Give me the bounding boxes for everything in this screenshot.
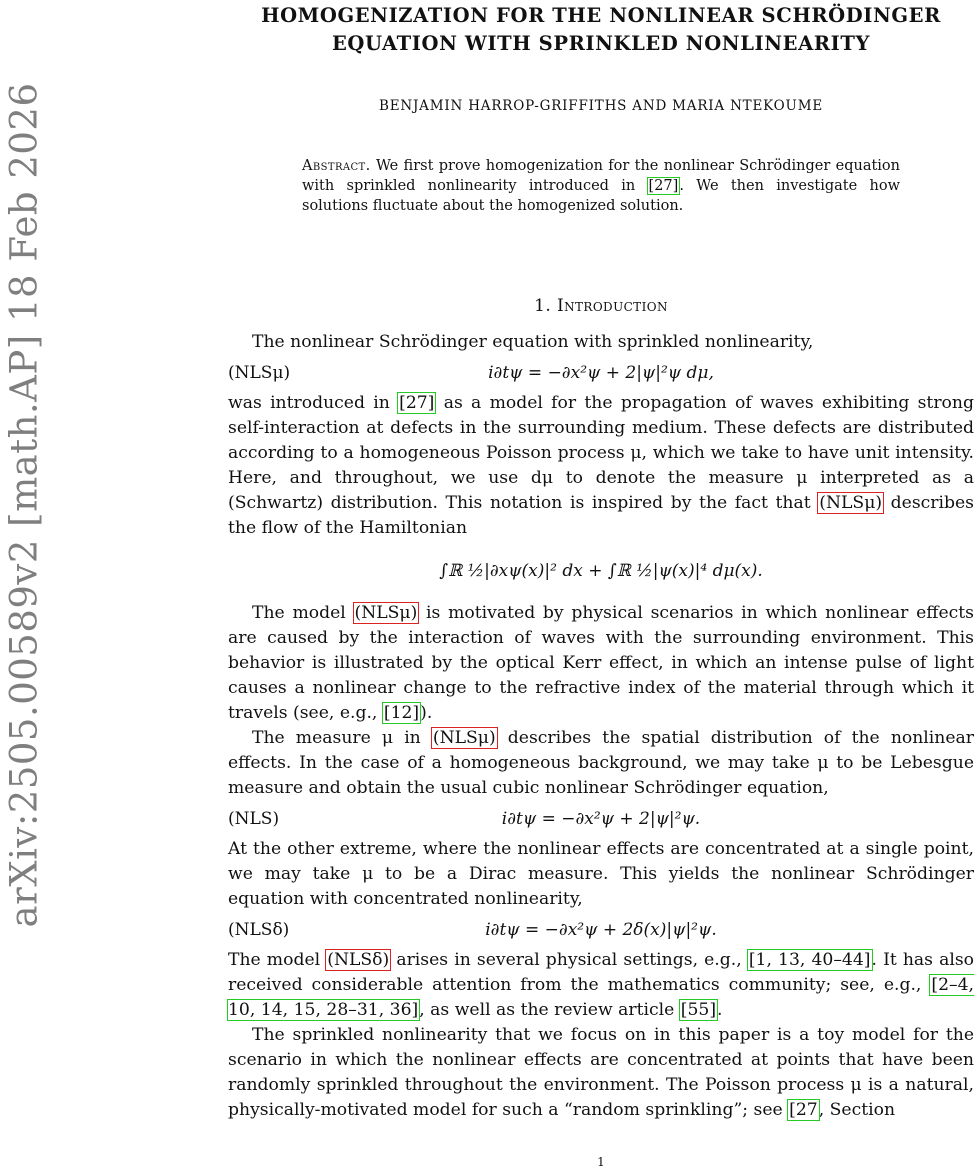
section-name: Introduction [556, 296, 668, 316]
paragraph-3 [228, 601, 974, 726]
text: , as well as the review article [419, 1000, 680, 1020]
paragraph-5: At the other extreme, where the nonlinear effects are concentrated at a single point, we may take μ to be a Dirac measure. This yields the nonlinear Schrödinger equation with concentrated nonlinearity, [228, 839, 974, 909]
body-text [228, 330, 974, 1123]
text: The model [252, 603, 354, 623]
citation-link[interactable]: [27 [789, 1100, 818, 1120]
text: is motivated by physical scenarios in which nonlinear effects are caused by the interaction of waves with the surrounding environment. This behavior is illustrated by the optical Kerr effect, in which an intense pulse of light causes a nonlinear change to the refractive index of the material through which it travels (see, e.g., [228, 603, 974, 723]
authors: BENJAMIN HARROP-GRIFFITHS AND MARIA NTEKOUME [378, 98, 823, 114]
arxiv-identifier: arXiv:2505.00589v2 [math.AP] 18 Feb 2026 [2, 82, 46, 928]
section-number: 1. [534, 296, 552, 316]
paragraph-7 [228, 1023, 974, 1123]
text: arises in several physical settings, e.g., [390, 950, 748, 970]
paragraph-4 [228, 726, 974, 801]
citation-link[interactable]: [12] [383, 703, 420, 723]
text: was introduced in [228, 393, 399, 413]
text: as a model for the propagation of waves exhibiting strong self-interaction at defects in the surrounding medium. These defects are distributed according to a homogeneous Poisson process μ, which we take to have unit intensity. Here, and throughout, we use dμ to denote the measure μ interpreted as a (Schwartz) distribution. This notation is inspired by the fact that [228, 393, 974, 513]
equation-nls-delta [228, 912, 974, 948]
text: . It has also received considerable attention from the mathematics community; see, e.g., [228, 950, 974, 995]
equation-tag: (NLSδ) [228, 920, 290, 940]
equation-body: i∂tψ = −∂x²ψ + 2δ(x)|ψ|²ψ. [485, 920, 717, 940]
hamiltonian-equation: ∫ℝ ½|∂xψ(x)|² dx + ∫ℝ ½|ψ(x)|⁴ dμ(x). [439, 561, 763, 581]
paper-title [228, 2, 974, 58]
equation-nls-mu [228, 355, 974, 391]
paper-page [228, 0, 974, 1123]
paragraph-6 [228, 948, 974, 1023]
citation-link[interactable]: [2–4, 10, 14, 15, 28–31, 36] [228, 975, 974, 1020]
arxiv-sidebar [0, 0, 48, 1170]
text: ). [420, 703, 433, 723]
equation-link[interactable]: (NLSδ) [327, 950, 390, 970]
paragraph-2 [228, 391, 974, 541]
title-line-1: HOMOGENIZATION FOR THE NONLINEAR SCHRÖDINGER [261, 4, 941, 27]
paragraph-1: The nonlinear Schrödinger equation with sprinkled nonlinearity, [252, 332, 814, 352]
text: . [717, 1000, 723, 1020]
citation-link[interactable]: [55] [680, 1000, 717, 1020]
title-line-2: EQUATION WITH SPRINKLED NONLINEARITY [331, 32, 871, 55]
page-number: 1 [597, 1155, 605, 1169]
section-heading [228, 296, 974, 316]
citation-link[interactable]: [27] [399, 393, 435, 413]
citation-link[interactable]: [1, 13, 40–44] [748, 950, 871, 970]
equation-link[interactable]: (NLSμ) [432, 728, 496, 748]
abstract-text-2: . We then investigate how solutions fluctuate about the homogenized solution. [302, 178, 900, 214]
equation-link[interactable]: (NLSμ) [819, 493, 883, 513]
equation-tag: (NLSμ) [228, 363, 291, 383]
equation-body: i∂tψ = −∂x²ψ + 2|ψ|²ψ dμ, [488, 363, 714, 383]
abstract-label: Abstract. [302, 158, 371, 174]
abstract [302, 156, 900, 216]
citation-link[interactable]: [27] [648, 178, 679, 194]
text: describes the spatial distribution of the nonlinear effects. In the case of a homogeneous background, we may take μ to be Lebesgue measure and obtain the usual cubic nonlinear Schrödinger equation, [228, 728, 974, 798]
text: The sprinkled nonlinearity that we focus on in this paper is a toy model for the scenario in which the nonlinear effects are concentrated at points that have been randomly sprinkled throughout the environment. The Poisson process μ is a natural, physically-motivated model for such a “random sprinkling”; see [228, 1025, 974, 1120]
equation-body: i∂tψ = −∂x²ψ + 2|ψ|²ψ. [501, 809, 701, 829]
text: describes the flow of the Hamiltonian [228, 493, 974, 538]
text: , Section [818, 1100, 896, 1120]
abstract-text-1: We first prove homogenization for the nonlinear Schrödinger equation with sprinkled nonlinearity introduced in [302, 158, 900, 194]
equation-link[interactable]: (NLSμ) [354, 603, 418, 623]
text: The model [228, 950, 327, 970]
text: The measure μ in [252, 728, 432, 748]
equation-tag: (NLS) [228, 809, 280, 829]
equation-nls [228, 801, 974, 837]
